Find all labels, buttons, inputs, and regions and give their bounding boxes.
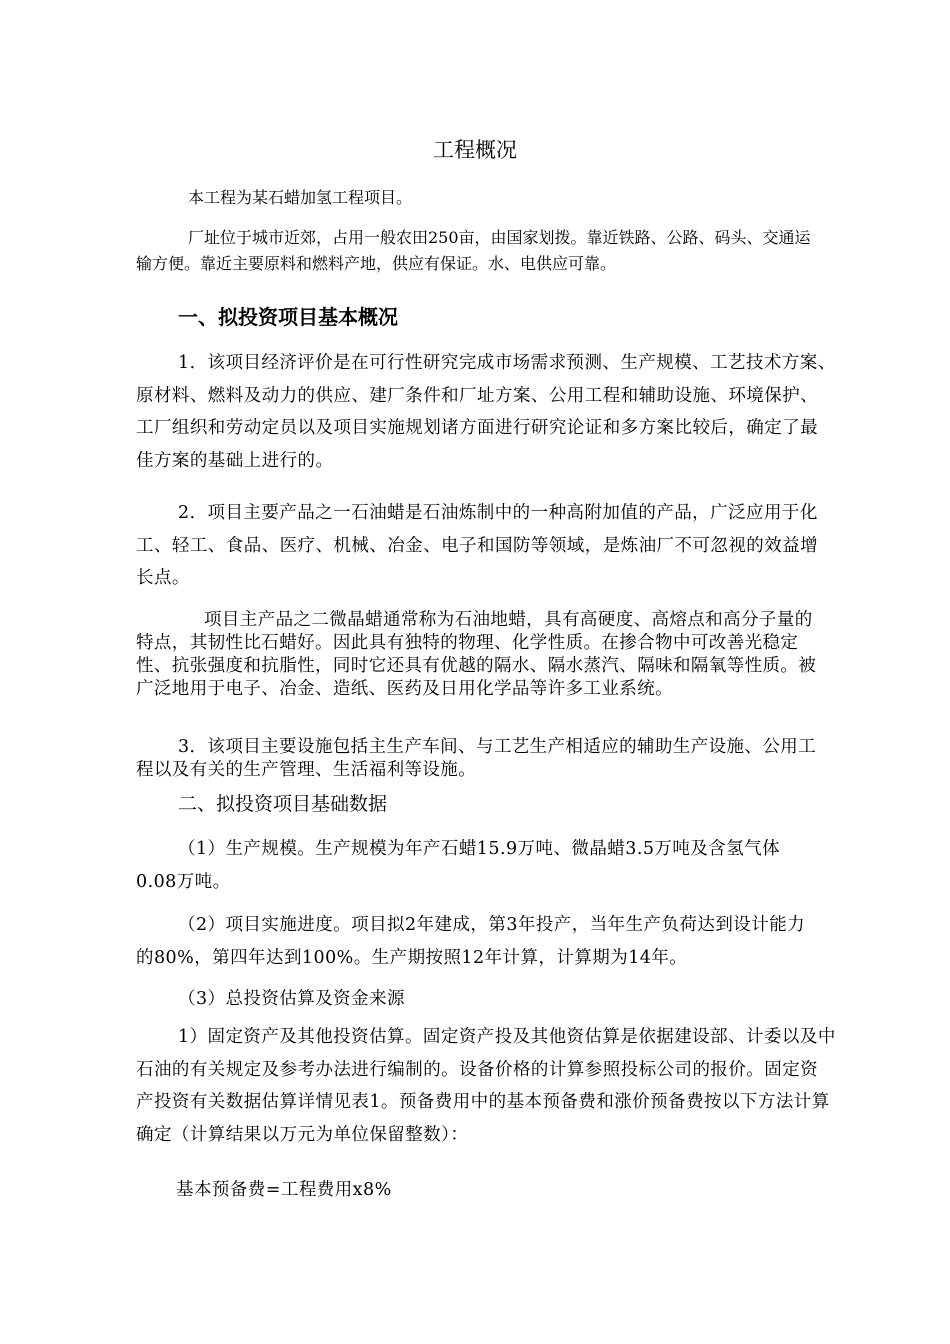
section-1-heading: 一、拟投资项目基本概况 — [178, 305, 398, 329]
section-2-item-1: （1）生产规模。生产规模为年产石蜡15.9万吨、微晶蜡3.5万吨及含氢气体0.08万吨。 — [136, 839, 781, 892]
section-1-paragraph-2: 2．项目主要产品之一石油蜡是石油炼制中的一种高附加值的产品，广泛应用于化工、轻工、食品、医疗、机械、冶金、电子和国防等领域，是炼油厂不可忽视的效益增长点。 — [136, 503, 819, 588]
document-title: 工程概况 — [433, 138, 517, 162]
section-1-paragraph-4: 3．该项目主要设施包括主生产车间、与工艺生产相适应的辅助生产设施、公用工程以及有关的生产管理、生活福利等设施。 — [136, 737, 817, 780]
section-1-paragraph-3: 项目主产品之二微晶蜡通常称为石油地蜡，具有高硬度、高熔点和高分子量的特点，其韧性比石蜡好。因此具有独特的物理、化学性质。在掺合物中可改善光稳定性、抗张强度和抗脂性，同时它还具有优越的隔水、隔水蒸汽、隔味和隔氧等性质。被广泛地用于电子、冶金、造纸、医药及日用化学品等许多工业系统。 — [136, 610, 817, 699]
section-2-item-3: （3）总投资估算及资金来源 — [178, 989, 405, 1009]
intro-paragraph-1: 本工程为某石蜡加氢工程项目。 — [188, 188, 413, 207]
intro-paragraph-2: 厂址位于城市近郊，占用一般农田250亩，由国家划拨。靠近铁路、公路、码头、交通运输方便。靠近主要原料和燃料产地，供应有保证。水、电供应可靠。 — [136, 228, 811, 273]
formula-line: 基本预备费=工程费用x8% — [176, 1180, 392, 1200]
section-2-item-2: （2）项目实施进度。项目拟2年建成，第3年投产，当年生产负荷达到设计能力的80%，第四年达到100%。生产期按照12年计算，计算期为14年。 — [136, 915, 806, 968]
section-2-sub-1: 1）固定资产及其他投资估算。固定资产投及其他资估算是依据建设部、计委以及中石油的有关规定及参考办法进行编制的。设备价格的计算参照投标公司的报价。固定资产投资有关数据估算详情见表1。预备费用中的基本预备费和涨价预备费按以下方法计算确定（计算结果以万元为单位保留整数）： — [136, 1027, 836, 1145]
section-2-heading: 二、拟投资项目基础数据 — [178, 793, 388, 815]
section-1-paragraph-1: 1．该项目经济评价是在可行性研究完成市场需求预测、生产规模、工艺技术方案、原材料、燃料及动力的供应、建厂条件和厂址方案、公用工程和辅助设施、环境保护、工厂组织和劳动定员以及项目实施规划诸方面进行研究论证和多方案比较后，确定了最佳方案的基础上进行的。 — [136, 353, 836, 471]
